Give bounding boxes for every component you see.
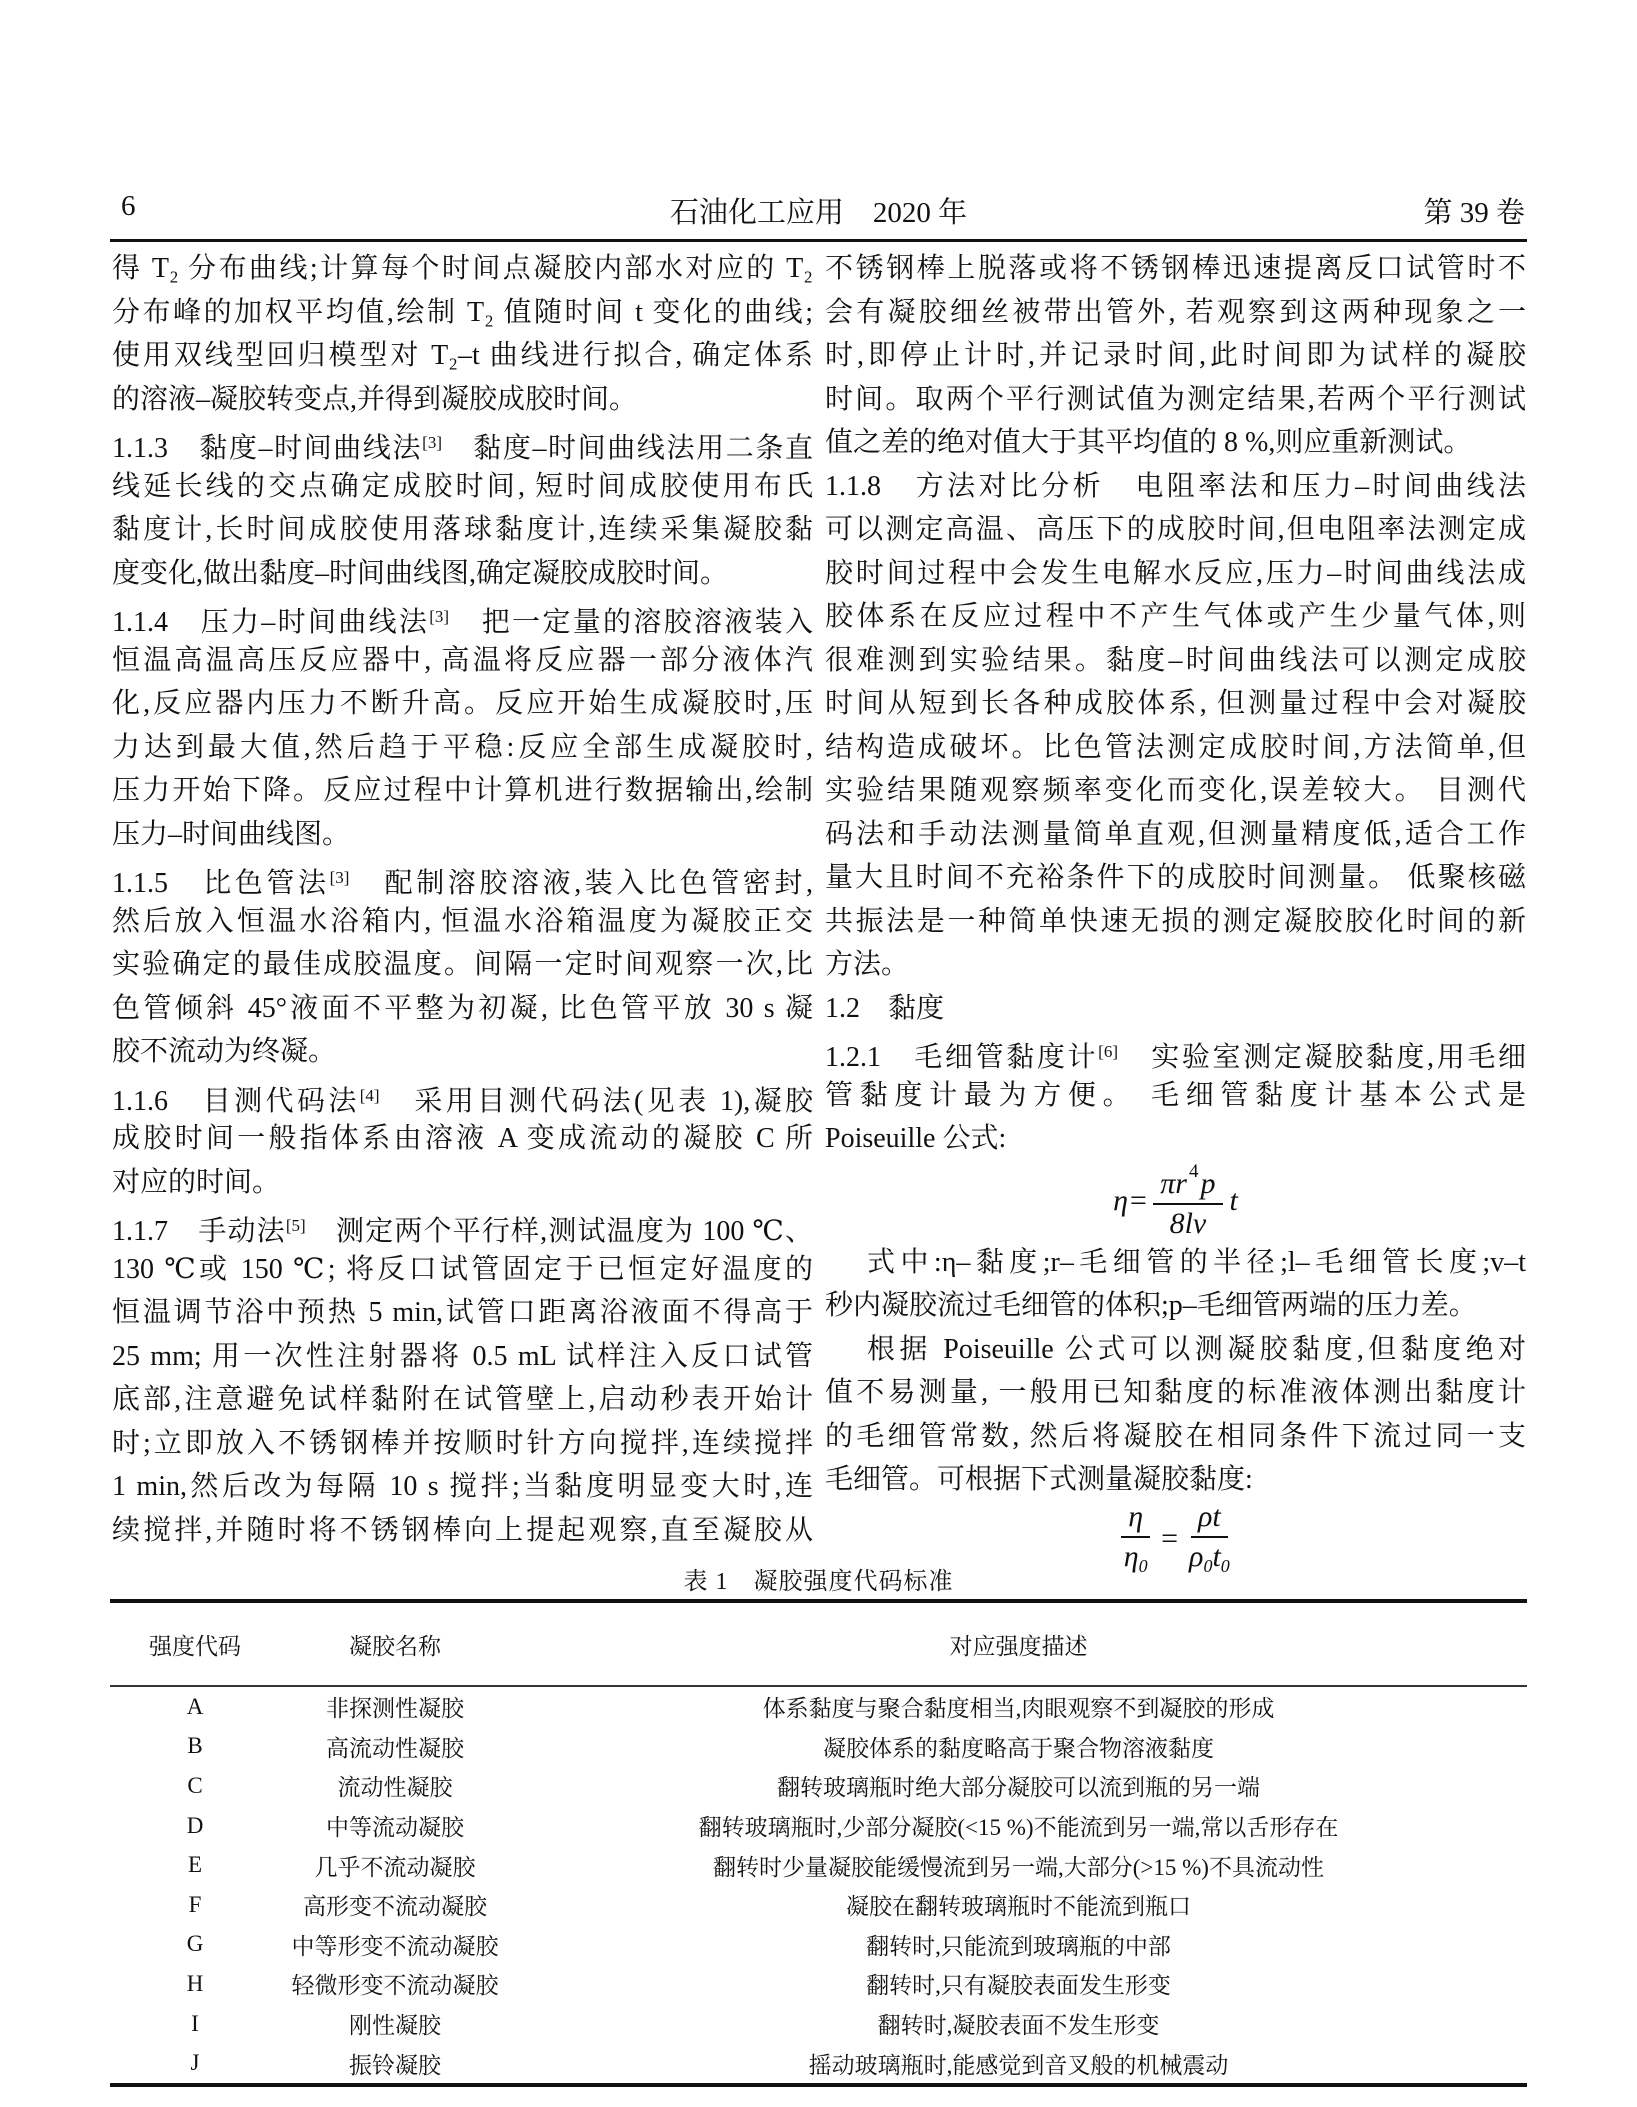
text-line: 值之差的绝对值大于其平均值的 8 %,则应重新测试。 bbox=[825, 427, 1472, 458]
text-line: 1.2.1 毛细管黏度计[6] 实验室测定凝胶黏度,用毛细 bbox=[825, 1042, 1526, 1073]
text-line: 130 ℃或 150 ℃; 将反口试管固定于已恒定好温度的 bbox=[112, 1253, 813, 1285]
text-line: 时;立即放入不锈钢棒并按顺时针方向搅拌,连续搅拌 bbox=[112, 1427, 813, 1459]
text-line: 力达到最大值,然后趋于平稳:反应全部生成凝胶时, bbox=[112, 731, 813, 763]
table-row bbox=[110, 1806, 1527, 1846]
formula-numerator: ρt bbox=[1191, 1502, 1228, 1538]
cell-code: J bbox=[190, 2050, 200, 2076]
header-rule bbox=[110, 239, 1527, 242]
text-line: 恒温高温高压反应器中, 高温将反应器一部分液体汽 bbox=[112, 644, 813, 676]
text-line: 1.1.3 黏度–时间曲线法[3] 黏度–时间曲线法用二条直 bbox=[112, 433, 813, 464]
table-row bbox=[110, 1766, 1527, 1806]
text-line: 黏度计,长时间成胶使用落球黏度计,连续采集凝胶黏 bbox=[112, 514, 813, 545]
text-line: 1.1.7 手动法[5] 测定两个平行样,测试温度为 100 ℃、 bbox=[112, 1216, 813, 1247]
text-line: 成胶时间一般指体系由溶液 A 变成流动的凝胶 C 所 bbox=[112, 1123, 813, 1154]
cell-desc: 翻转玻璃瓶时,少部分凝胶(<15 %)不能流到另一端,常以舌形存在 bbox=[698, 1815, 1339, 1841]
text-line: 量大且时间不充裕条件下的成胶时间测量。 低聚核磁 bbox=[825, 862, 1526, 893]
cell-desc: 体系黏度与聚合黏度相当,肉眼观察不到凝胶的形成 bbox=[762, 1696, 1275, 1722]
cell-desc: 翻转时,只有凝胶表面发生形变 bbox=[866, 1973, 1171, 1999]
equals-sign: = bbox=[1161, 1521, 1179, 1555]
text-line: 很难测到实验结果。黏度–时间曲线法可以测定成胶 bbox=[825, 644, 1526, 676]
text-line: 度变化,做出黏度–时间曲线图,确定凝胶成胶时间。 bbox=[112, 557, 729, 589]
text-line: 分布峰的加权平均值,绘制 T₂ 值随时间 t 变化的曲线; bbox=[112, 296, 813, 328]
cell-name: 几乎不流动凝胶 bbox=[314, 1854, 476, 1880]
text-line: 压力开始下降。反应过程中计算机进行数据输出,绘制 bbox=[112, 775, 813, 806]
text-line: 共振法是一种简单快速无损的测定凝胶胶化时间的新 bbox=[825, 905, 1526, 937]
formula-lhs: η= bbox=[1113, 1183, 1149, 1217]
text-line: 1.2 黏度 bbox=[825, 992, 945, 1024]
cell-code: H bbox=[186, 1970, 204, 1996]
text-line: 得 T₂ 分布曲线;计算每个时间点凝胶内部水对应的 T₂ bbox=[112, 253, 813, 284]
text-line: 压力–时间曲线图。 bbox=[112, 818, 351, 850]
formula-part: ρ bbox=[1189, 1540, 1204, 1573]
text-line: 胶时间过程中会发生电解水反应,压力–时间曲线法成 bbox=[825, 557, 1526, 589]
cell-code: B bbox=[187, 1733, 203, 1759]
table-row bbox=[110, 1727, 1527, 1767]
text-line: 胶体系在反应过程中不产生气体或产生少量气体,则 bbox=[825, 601, 1526, 632]
cell-desc: 翻转玻璃瓶时绝大部分凝胶可以流到瓶的另一端 bbox=[777, 1775, 1260, 1801]
text-line: 恒温调节浴中预热 5 min,试管口距离浴液面不得高于 bbox=[112, 1297, 813, 1328]
formula-part: η bbox=[1123, 1540, 1139, 1573]
cell-code: A bbox=[186, 1693, 204, 1719]
reference-marker: [4] bbox=[359, 1085, 380, 1105]
text-line: 使用双线型回归模型对 T₂–t 曲线进行拟合, 确定体系 bbox=[112, 340, 813, 371]
text-line: 1.1.8 方法对比分析 电阻率法和压力–时间曲线法 bbox=[825, 470, 1526, 502]
cell-name: 刚性凝胶 bbox=[349, 2013, 441, 2039]
text-line: 时间从短到长各种成胶体系, 但测量过程中会对凝胶 bbox=[825, 688, 1526, 719]
formula-denominator: 8lv bbox=[1169, 1207, 1207, 1240]
table-row bbox=[110, 1845, 1527, 1885]
text-line: 毛细管。可根据下式测量凝胶黏度: bbox=[825, 1464, 1253, 1495]
text-line: 式中:η–黏度;r–毛细管的半径;l–毛细管长度;v–t bbox=[867, 1246, 1526, 1278]
text-line: 1.1.4 压力–时间曲线法[3] 把一定量的溶胶溶液装入 bbox=[112, 607, 813, 638]
running-head bbox=[0, 190, 1637, 230]
text-line: 1 min,然后改为每隔 10 s 搅拌;当黏度明显变大时,连 bbox=[112, 1471, 813, 1502]
text-line: 会有凝胶细丝被带出管外, 若观察到这两种现象之一 bbox=[825, 296, 1526, 328]
cell-code: I bbox=[191, 2010, 199, 2036]
table-row bbox=[110, 1925, 1527, 1965]
text-line: 的溶液–凝胶转变点,并得到凝胶成胶时间。 bbox=[112, 383, 638, 415]
text-line: 然后放入恒温水浴箱内, 恒温水浴箱温度为凝胶正交 bbox=[112, 905, 813, 937]
text-line: 管黏度计最为方便。 毛细管黏度计基本公式是 bbox=[825, 1079, 1526, 1111]
cell-name: 中等形变不流动凝胶 bbox=[291, 1933, 499, 1959]
cell-name: 高形变不流动凝胶 bbox=[303, 1894, 487, 1920]
cell-desc: 凝胶在翻转玻璃瓶时不能流到瓶口 bbox=[846, 1894, 1191, 1920]
formula-subscript: 0 bbox=[1203, 1556, 1213, 1576]
formula-suffix: t bbox=[1229, 1183, 1238, 1217]
table-row bbox=[110, 1687, 1527, 1727]
text-line: Poiseuille 公式: bbox=[825, 1123, 1007, 1154]
poiseuille-formula bbox=[825, 1161, 1526, 1241]
cell-name: 高流动性凝胶 bbox=[326, 1735, 464, 1761]
formula-subscript: 0 bbox=[1220, 1556, 1230, 1576]
right-column-text-b bbox=[825, 1241, 1526, 1502]
cell-code: E bbox=[187, 1852, 203, 1878]
text-line: 胶不流动为终凝。 bbox=[112, 1036, 337, 1067]
right-column bbox=[825, 247, 1526, 1576]
cell-code: C bbox=[187, 1772, 203, 1798]
text-line: 方法。 bbox=[825, 949, 910, 980]
text-line: 可以测定高温、高压下的成胶时间,但电阻率法测定成 bbox=[825, 514, 1526, 545]
table-row bbox=[110, 2043, 1527, 2083]
table-row bbox=[110, 1964, 1527, 2004]
cell-name: 非探测性凝胶 bbox=[326, 1696, 464, 1722]
cell-code: D bbox=[186, 1812, 204, 1838]
cell-code: G bbox=[186, 1931, 204, 1957]
text-line: 对应的时间。 bbox=[112, 1166, 281, 1198]
cell-name: 振铃凝胶 bbox=[349, 2052, 441, 2078]
formula-exponent: 4 bbox=[1189, 1161, 1199, 1182]
page-number: 6 bbox=[121, 190, 136, 222]
formula-part: πr bbox=[1160, 1167, 1187, 1200]
cell-desc: 翻转时,只能流到玻璃瓶的中部 bbox=[866, 1933, 1171, 1959]
reference-marker: [3] bbox=[329, 868, 350, 887]
text-line: 值不易测量, 一般用已知黏度的标准液体测出黏度计 bbox=[825, 1377, 1526, 1408]
cell-code: F bbox=[188, 1891, 202, 1917]
text-line: 时,即停止计时,并记录时间,此时间即为试样的凝胶 bbox=[825, 340, 1526, 371]
text-line: 时间。取两个平行测试值为测定结果,若两个平行测试 bbox=[825, 383, 1526, 415]
column-header-name: 凝胶名称 bbox=[349, 1633, 441, 1659]
table-row bbox=[110, 2004, 1527, 2044]
text-line: 根据 Poiseuille 公式可以测凝胶黏度,但黏度绝对 bbox=[867, 1333, 1526, 1365]
text-line: 1.1.5 比色管法[3] 配制溶胶溶液,装入比色管密封, bbox=[112, 868, 813, 899]
journal-title: 石油化工应用 2020 年 bbox=[669, 197, 968, 229]
left-column bbox=[112, 247, 813, 1552]
table-header-row bbox=[110, 1603, 1527, 1685]
formula-numerator: η bbox=[1121, 1502, 1150, 1538]
text-line: 结构造成破坏。比色管法测定成胶时间,方法简单,但 bbox=[825, 731, 1526, 763]
table-body bbox=[110, 1687, 1527, 2083]
text-line: 线延长线的交点确定成胶时间, 短时间成胶使用布氏 bbox=[112, 470, 813, 502]
cell-name: 轻微形变不流动凝胶 bbox=[291, 1973, 499, 1999]
cell-desc: 凝胶体系的黏度略高于聚合物溶液黏度 bbox=[823, 1735, 1214, 1761]
cell-desc: 摇动玻璃瓶时,能感觉到音叉般的机械震动 bbox=[808, 2052, 1229, 2078]
text-line: 续搅拌,并随时将不锈钢棒向上提起观察,直至凝胶从 bbox=[112, 1514, 813, 1546]
formula-subscript: 0 bbox=[1138, 1556, 1148, 1576]
text-line: 1.1.6 目测代码法[4] 采用目测代码法(见表 1),凝胶 bbox=[112, 1085, 813, 1117]
table-row bbox=[110, 1885, 1527, 1925]
text-line: 色管倾斜 45°液面不平整为初凝, 比色管平放 30 s 凝 bbox=[112, 992, 813, 1024]
text-line: 实验确定的最佳成胶温度。间隔一定时间观察一次,比 bbox=[112, 949, 813, 980]
text-line: 不锈钢棒上脱落或将不锈钢棒迅速提离反口试管时不 bbox=[825, 253, 1526, 284]
reference-marker: [3] bbox=[429, 607, 450, 626]
text-line: 秒内凝胶流过毛细管的体积;p–毛细管两端的压力差。 bbox=[825, 1290, 1477, 1321]
text-line: 底部,注意避免试样黏附在试管壁上,启动秒表开始计 bbox=[112, 1384, 813, 1415]
table-bottom-rule bbox=[110, 2083, 1527, 2087]
cell-name: 流动性凝胶 bbox=[337, 1775, 453, 1801]
table-caption: 表 1 凝胶强度代码标准 bbox=[683, 1569, 954, 1595]
cell-desc: 翻转时,凝胶表面不发生形变 bbox=[877, 2013, 1160, 2039]
formula-part: t bbox=[1212, 1540, 1221, 1573]
text-line: 实验结果随观察频率变化而变化,误差较大。 目测代 bbox=[825, 775, 1526, 806]
text-line: 码法和手动法测量简单直观,但测量精度低,适合工作 bbox=[825, 818, 1526, 850]
reference-marker: [3] bbox=[422, 433, 442, 452]
cell-desc: 翻转时少量凝胶能缓慢流到另一端,大部分(>15 %)不具流动性 bbox=[713, 1854, 1324, 1880]
reference-marker: [6] bbox=[1098, 1042, 1118, 1061]
text-line: 化,反应器内压力不断升高。反应开始生成凝胶时,压 bbox=[112, 688, 813, 719]
formula-fraction bbox=[1153, 1162, 1222, 1239]
column-header-desc: 对应强度描述 bbox=[949, 1633, 1088, 1659]
reference-marker: [5] bbox=[285, 1216, 306, 1235]
formula-part: p bbox=[1200, 1167, 1216, 1200]
text-line: 的毛细管常数, 然后将凝胶在相同条件下流过同一支 bbox=[825, 1420, 1526, 1452]
volume-label: 第 39 卷 bbox=[1423, 197, 1525, 229]
right-column-text-a bbox=[825, 247, 1526, 1161]
column-header-code: 强度代码 bbox=[149, 1633, 241, 1659]
text-line: 25 mm; 用一次性注射器将 0.5 mL 试样注入反口试管 bbox=[112, 1340, 813, 1372]
gel-strength-table bbox=[110, 1599, 1527, 2087]
cell-name: 中等流动凝胶 bbox=[326, 1815, 464, 1841]
formula-numerator bbox=[1153, 1162, 1222, 1205]
